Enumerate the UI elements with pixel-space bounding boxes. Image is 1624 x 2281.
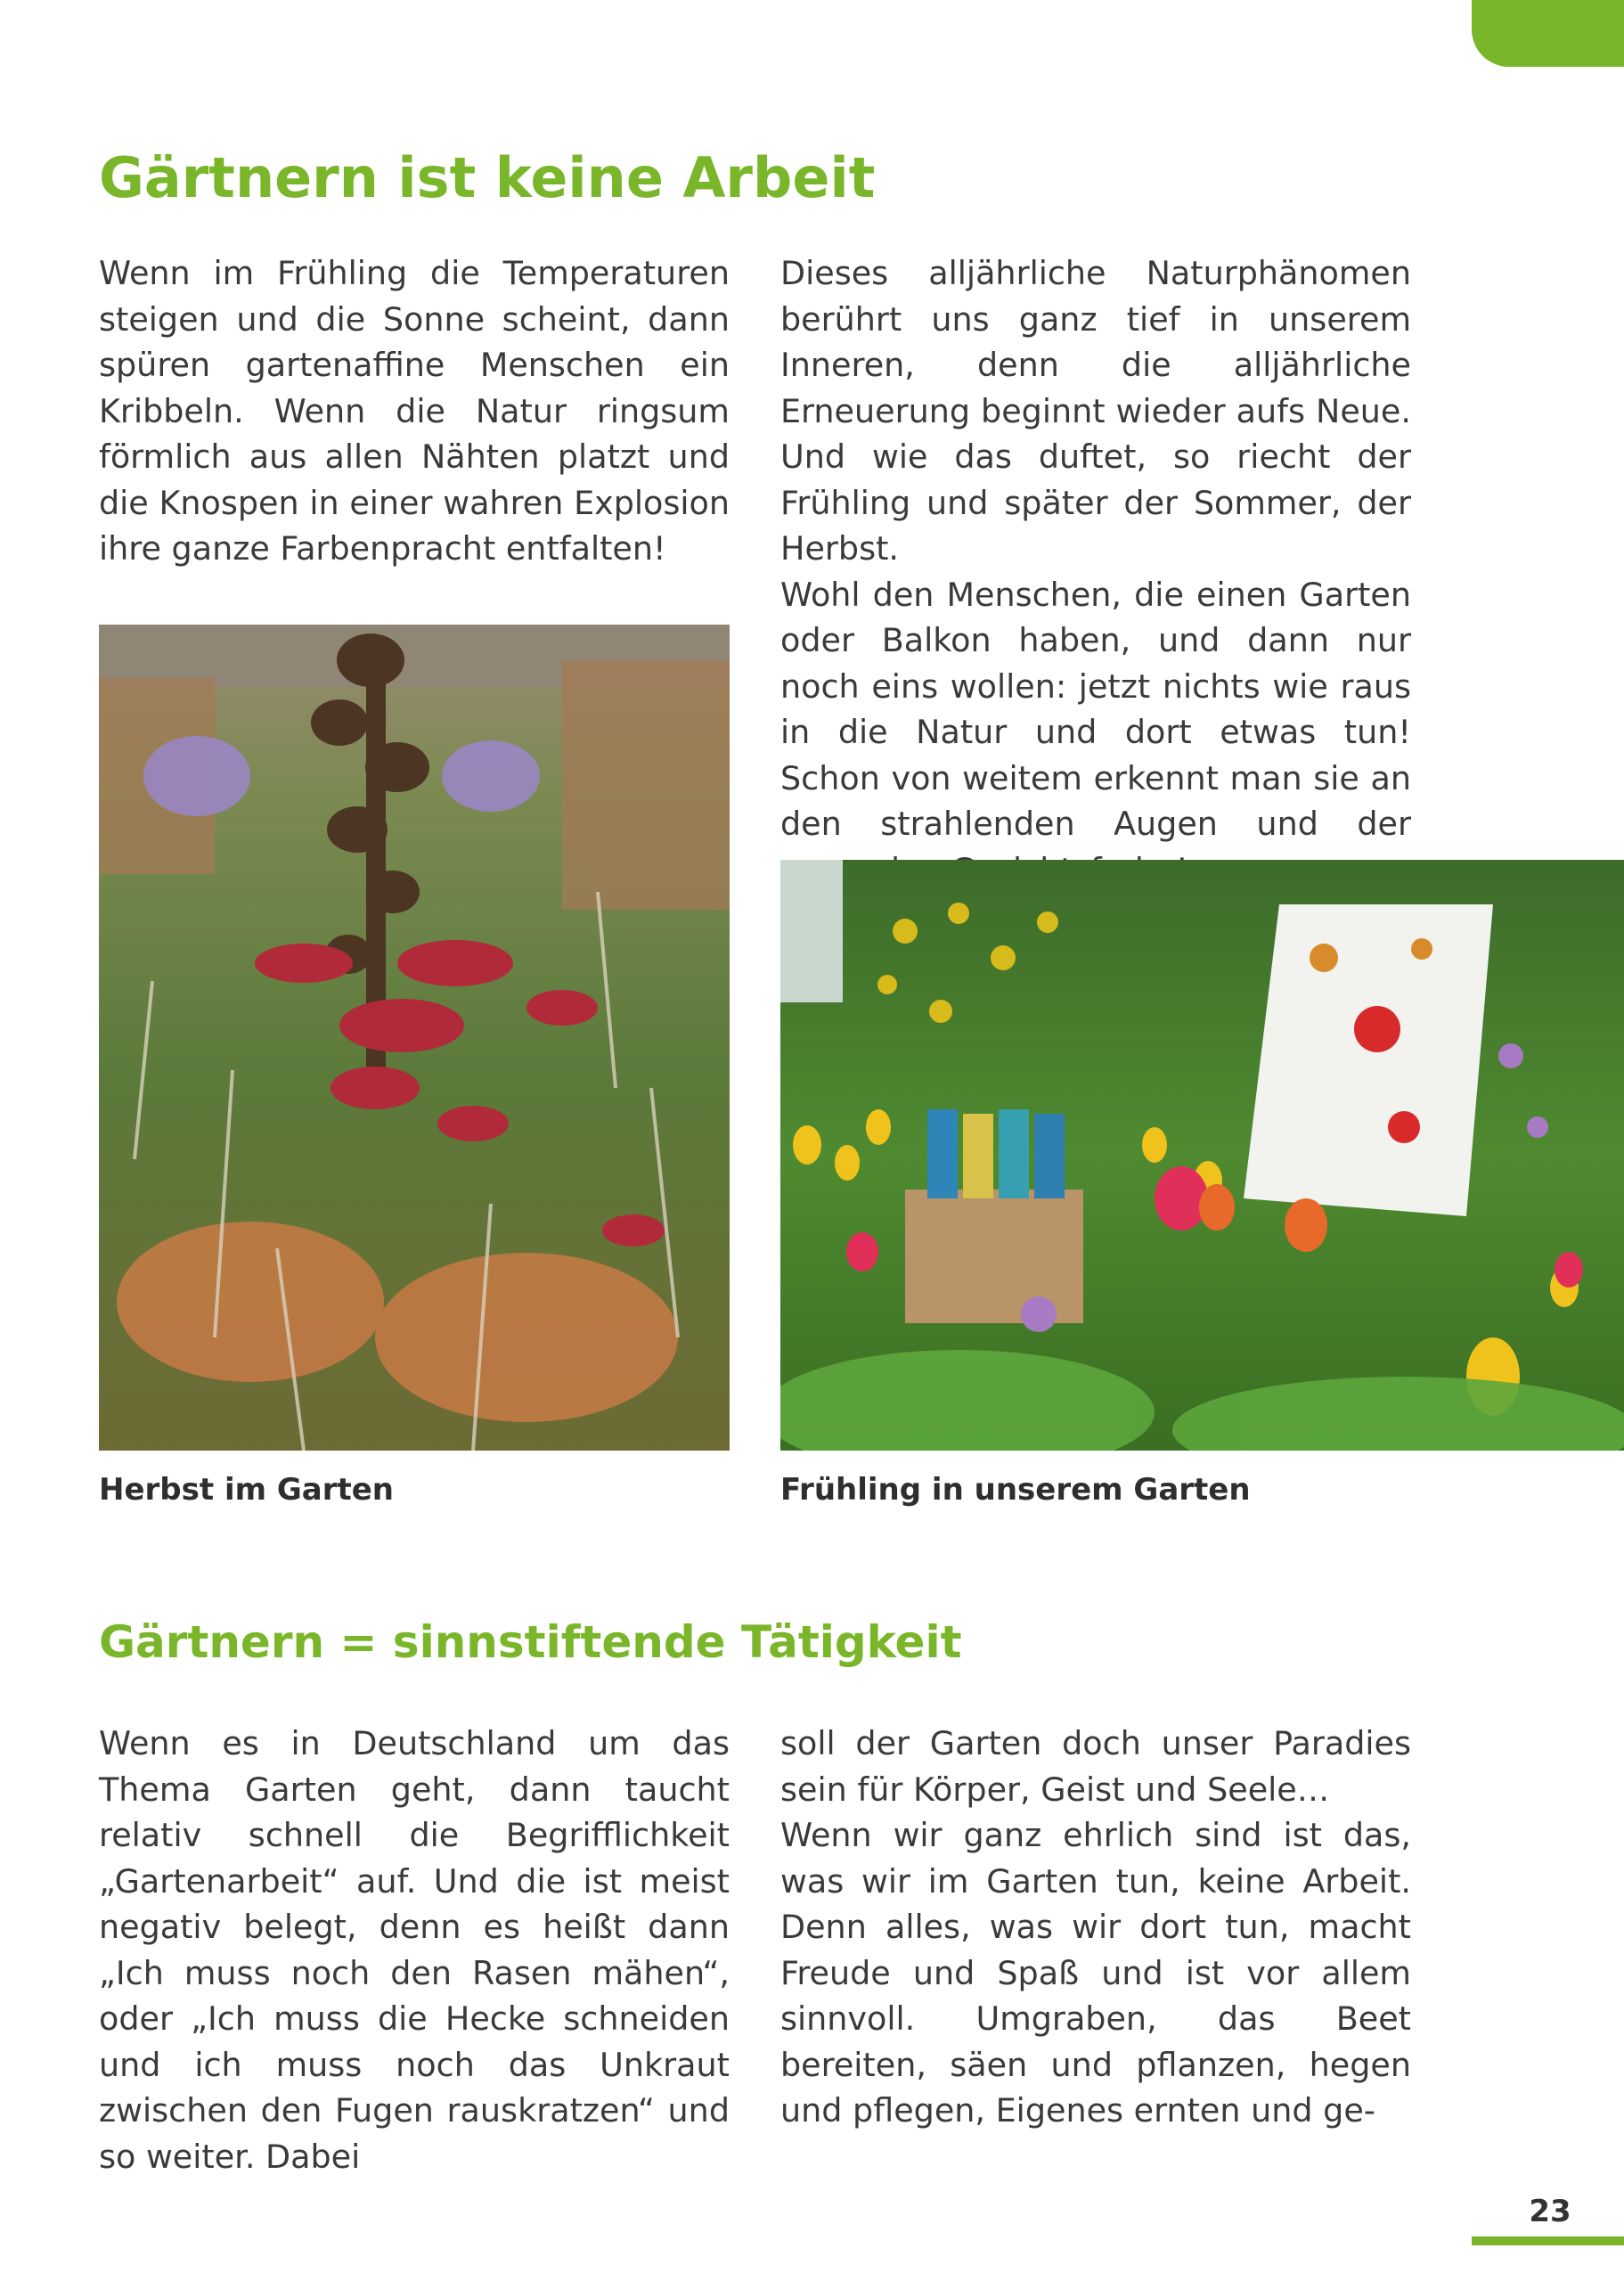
section2-left-column [99, 1721, 730, 2179]
corner-tab [1472, 0, 1624, 67]
page-number: 23 [1529, 2194, 1571, 2229]
section-title-gardening-not-work: Gärtnern ist keine Arbeit [99, 145, 876, 210]
section1-right-paragraph-1: Dieses alljährliche Naturphänomen berührt uns ganz tief in unserem Inneren, denn die alljährliche Erneuerung beginnt wieder aufs Neue. Und wie das duftet, so riecht der Frühling und später der Sommer, der Herbst. [780, 254, 1411, 568]
page-number-rule [1472, 2236, 1624, 2245]
autumn-photo-caption: Herbst im Garten [99, 1472, 395, 1508]
section-title-meaningful-activity: Gärtnern = sinnstiftende Tätigkeit [99, 1616, 962, 1668]
spring-photo-caption: Frühling in unserem Garten [780, 1472, 1251, 1508]
section1-left-paragraph: Wenn im Frühling die Temperaturen steigen und die Sonne scheint, dann spüren gartenaffine Menschen ein Kribbeln. Wenn die Natur ringsum förmlich aus allen Nähten platzt und die Knospen in einer wahren Explosion ihre ganze Farbenpracht entfalten! [99, 254, 730, 568]
spring-garden-photo [780, 860, 1624, 1451]
section1-left-column [99, 250, 730, 572]
section2-left-paragraph: Wenn es in Deutschland um das Thema Garten geht, dann taucht relativ schnell die Begrifflichkeit „Gartenarbeit“ auf. Und die ist meist negativ belegt, denn es heißt dann „Ich muss noch den Rasen mähen“, oder „Ich muss die Hecke schneiden und ich muss noch das Unkraut zwischen den Fugen rauskratzen“ und so weiter. Dabei [99, 1724, 730, 2176]
section1-right-paragraph-2: Wohl den Menschen, die einen Garten oder Balkon haben, und dann nur noch eins wollen: jetzt nichts wie raus in die Natur und dort etwas tun! Schon von weitem erkennt man sie an den strahlenden Augen und der [780, 575, 1411, 843]
section1-right-column [780, 250, 1411, 893]
section2-right-column [780, 1721, 1411, 2134]
section2-right-paragraph-2: Wenn wir ganz ehrlich sind ist das, was wir im Garten tun, keine Arbeit. Denn alles, was wir dort tun, macht Freude und Spaß und ist vor allem sinnvoll. Umgraben, das Beet bereiten, säen und pflanzen, hegen und pflegen, Eigenes ernten und ge- [780, 1816, 1411, 2130]
section2-right-paragraph-1: soll der Garten doch unser Paradies sein für Körper, Geist und Seele… [780, 1724, 1411, 1809]
autumn-garden-photo [99, 625, 730, 1451]
